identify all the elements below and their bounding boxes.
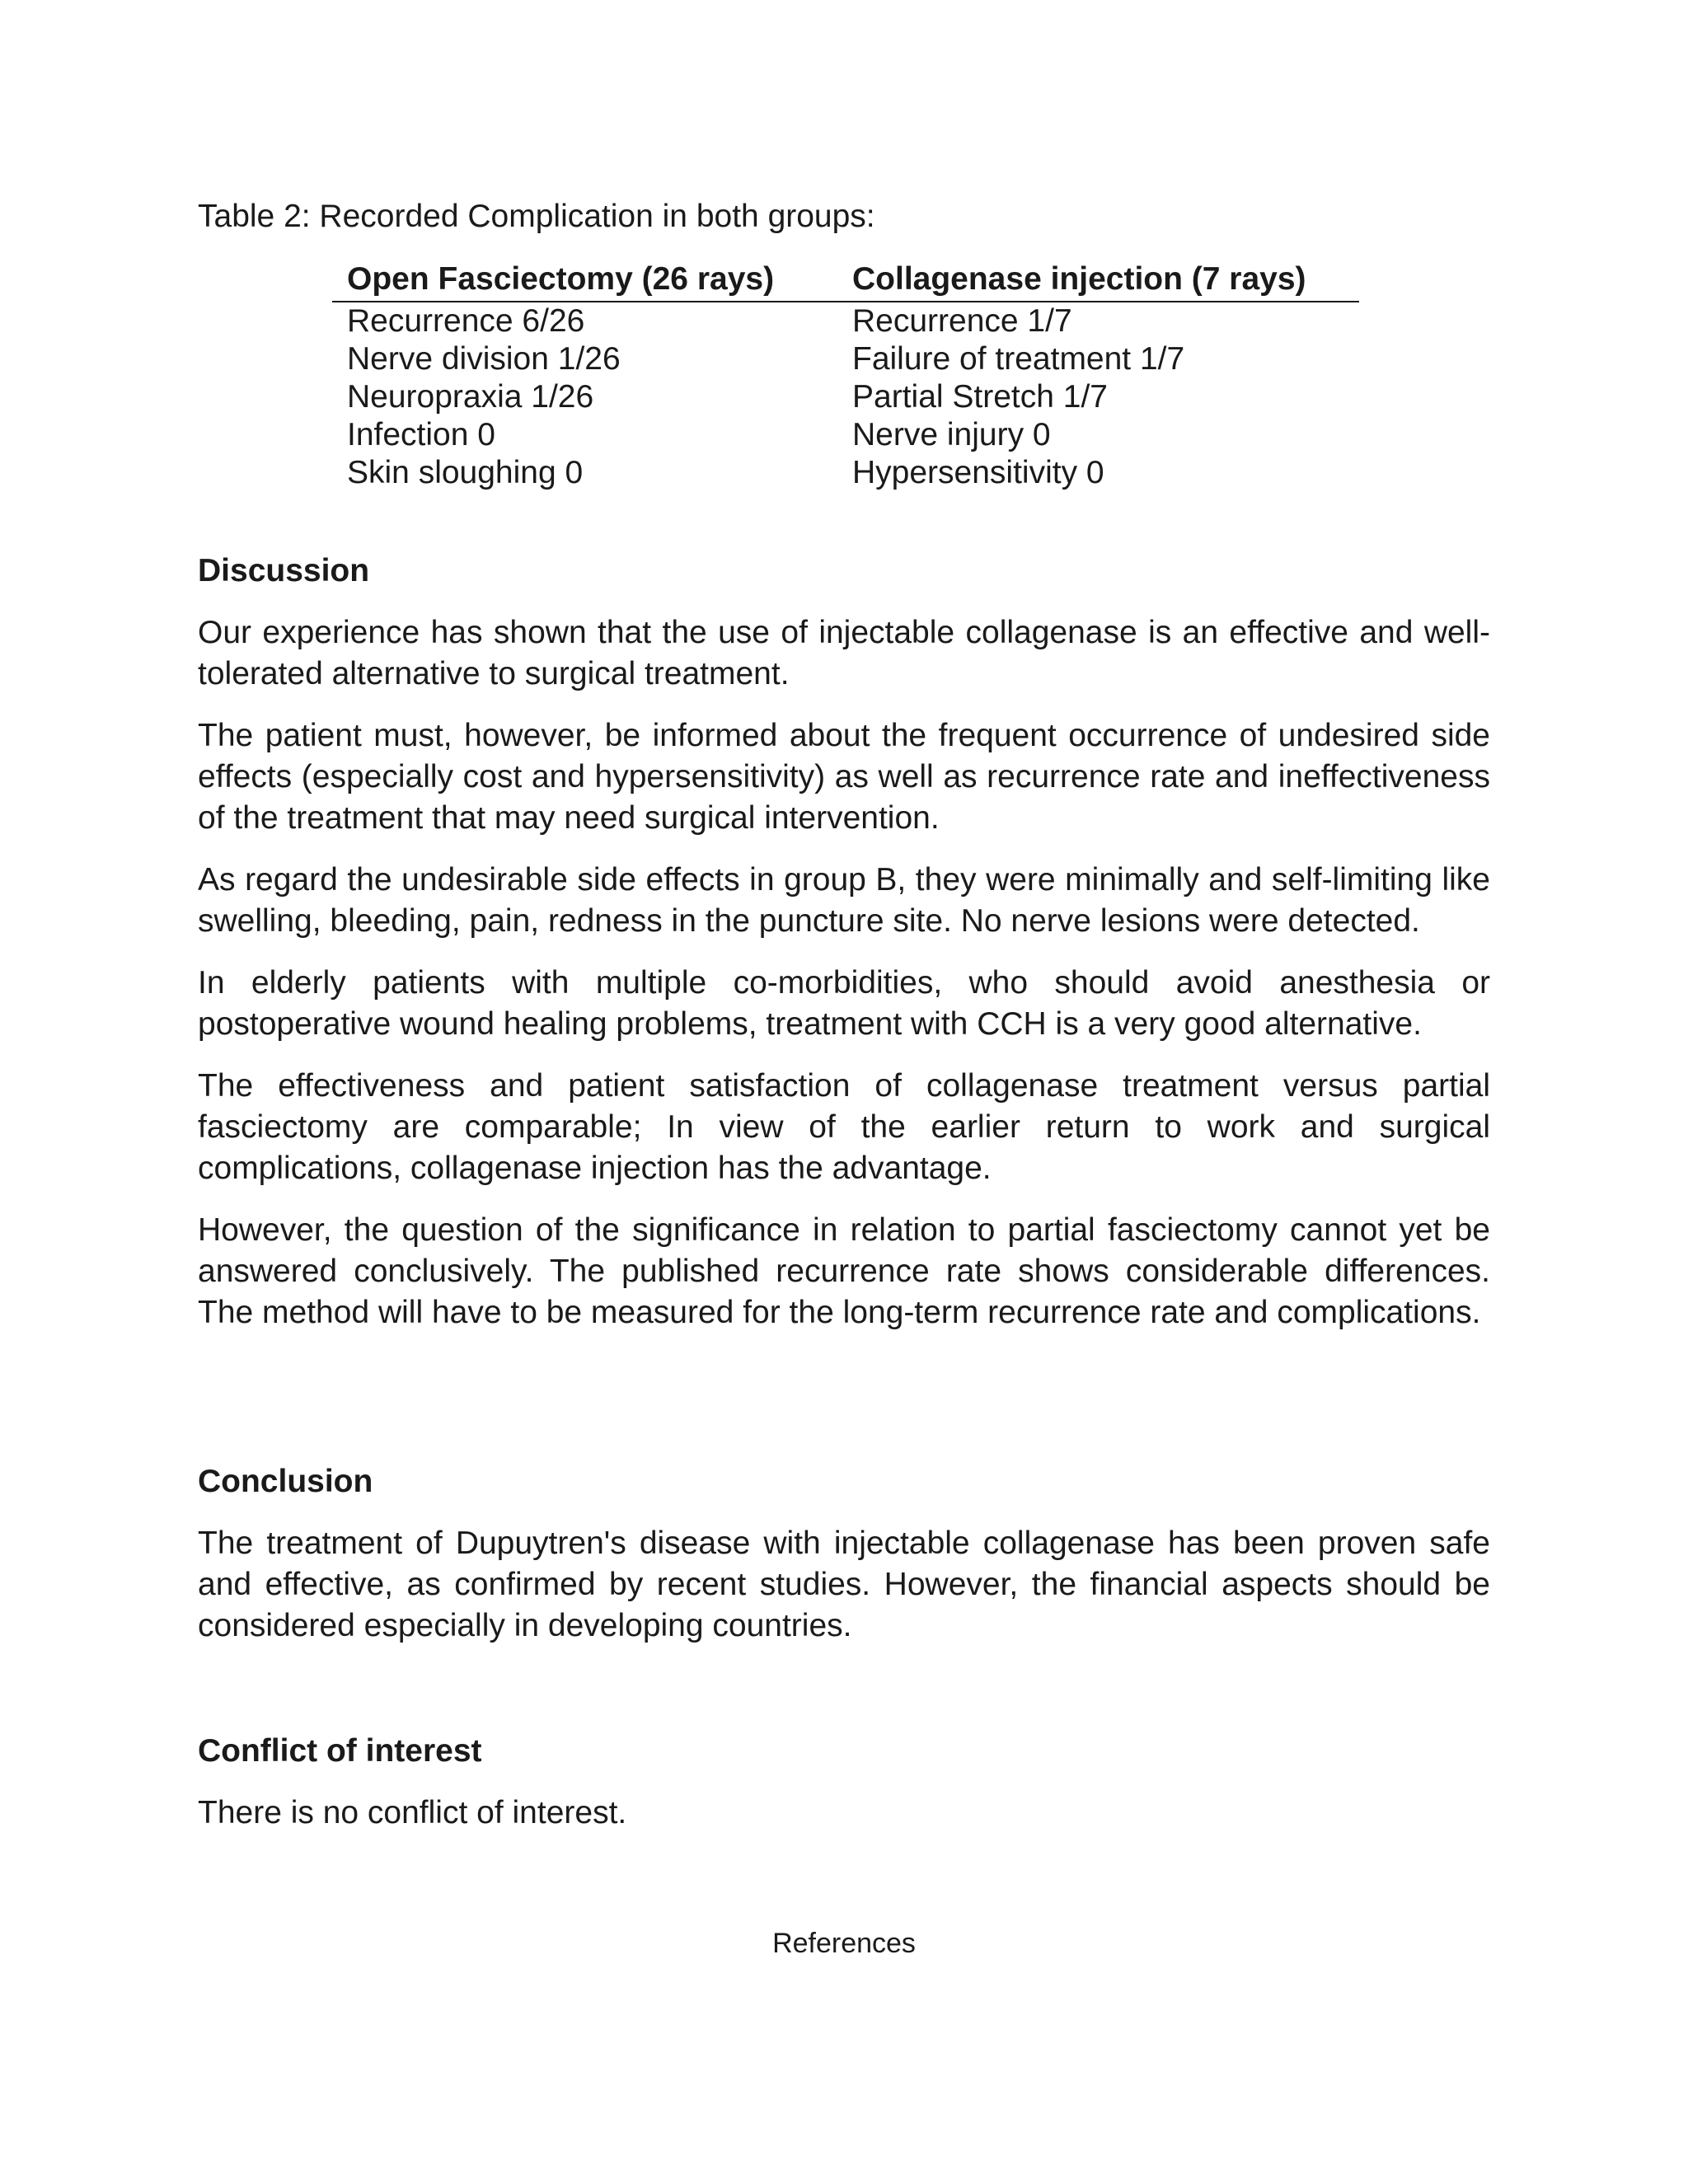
conclusion-section [198, 1461, 1490, 1647]
conflict-paragraph: There is no conflict of interest. [198, 1795, 627, 1830]
table-row [332, 378, 1359, 416]
table-header-row [332, 260, 1359, 302]
table-cell: Skin sloughing 0 [347, 455, 584, 490]
discussion-paragraph: The patient must, however, be informed about the frequent occurrence of undesired side effects (especially cost and hypersensitivity) as well as recurrence rate and ineffectiveness of the treatment that may need surgical intervention. [198, 718, 1490, 836]
discussion-section [198, 551, 1490, 1333]
discussion-paragraph: In elderly patients with multiple co-morbidities, who should avoid anesthesia or postoperative wound healing problems, treatment with CCH is a very good alternative. [198, 965, 1490, 1042]
conclusion-paragraph: The treatment of Dupuytren's disease with injectable collagenase has been proven safe and effective, as confirmed by recent studies. However, the financial aspects should be considered especially in developing countries. [198, 1526, 1490, 1643]
table-cell: Recurrence 1/7 [852, 303, 1072, 339]
table-row [332, 340, 1359, 378]
references-label: References [772, 1928, 916, 1959]
discussion-paragraph: As regard the undesirable side effects in group B, they were minimally and self-limiting like swelling, bleeding, pain, redness in the puncture site. No nerve lesions were detected. [198, 862, 1490, 939]
conflict-heading: Conflict of interest [198, 1733, 482, 1769]
table-row [332, 302, 1359, 340]
conclusion-heading: Conclusion [198, 1464, 373, 1499]
table-cell: Nerve division 1/26 [347, 341, 621, 377]
discussion-paragraph: However, the question of the significance in relation to partial fasciectomy cannot yet be answered conclusively. The published recurrence rate shows considerable differences. The method will have to be measured for the long-term recurrence rate and complications. [198, 1212, 1490, 1330]
table-cell: Hypersensitivity 0 [852, 455, 1104, 490]
table-cell: Neuropraxia 1/26 [347, 379, 594, 415]
table-caption: Table 2: Recorded Complication in both groups: [198, 199, 875, 234]
discussion-heading: Discussion [198, 553, 370, 588]
table-cell: Failure of treatment 1/7 [852, 341, 1185, 377]
table-cell: Partial Stretch 1/7 [852, 379, 1108, 415]
header-open-fasciectomy: Open Fasciectomy (26 rays) [332, 260, 837, 302]
conflict-section [198, 1731, 1490, 1834]
table-row [332, 454, 1359, 492]
table-row [332, 416, 1359, 454]
discussion-paragraph: The effectiveness and patient satisfaction of collagenase treatment versus partial fasciectomy are comparable; In view of the earlier return to work and surgical complications, collagenase injection has the advantage. [198, 1068, 1490, 1186]
discussion-paragraph: Our experience has shown that the use of injectable collagenase is an effective and well-tolerated alternative to surgical treatment. [198, 615, 1490, 691]
complication-table [332, 260, 1359, 492]
header-collagenase-injection: Collagenase injection (7 rays) [837, 260, 1359, 302]
table-cell: Nerve injury 0 [852, 417, 1051, 452]
table-cell: Recurrence 6/26 [347, 303, 585, 339]
table-cell: Infection 0 [347, 417, 495, 452]
